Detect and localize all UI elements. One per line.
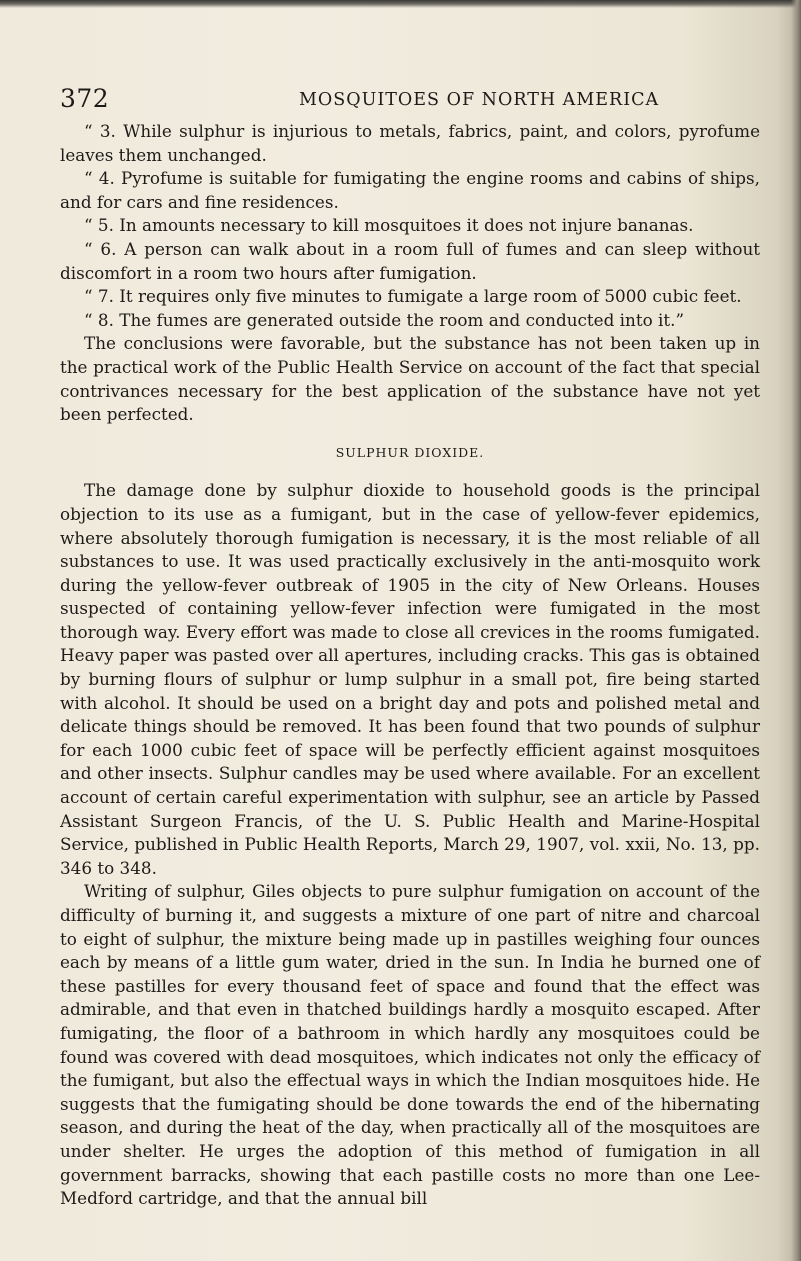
running-title: MOSQUITOES OF NORTH AMERICA: [299, 90, 660, 110]
page-header: [60, 84, 760, 116]
page-top-shadow: [0, 0, 801, 8]
list-item: “ 6. A person can walk about in a room full of fumes and can sleep without discomfort in a room two hours after fumigation.: [60, 238, 760, 283]
list-item: “ 5. In amounts necessary to kill mosquitoes it does not injure bananas.: [84, 215, 694, 236]
body-paragraph: The damage done by sulphur dioxide to household goods is the principal objection to its use as a fumigant, but in the case of yellow-fever epidemics, where absolutely thorough fumigation is necessary, it is the most reliable of all substances to use. It was used practically exclusively in the anti-mosquito work during the yellow-fever outbreak of 1905 in the city of New Orleans. Houses suspected of containing yellow-fever infection were fumigated in the most thorough way. Every effort was made to close all crevices in the rooms fumigated. Heavy paper was pasted over all apertures, including cracks. This gas is obtained by burning flours of sulphur or lump sulphur in a small pot, fire being started with alcohol. It should be used on a bright day and pots and polished metal and delicate things should be removed. It has been found that two pounds of sulphur for each 1000 cubic feet of space will be perfectly efficient against mosquitoes and other insects. Sulphur candles may be used where available. For an excellent account of certain careful experimentation with sulphur, see an article by Passed Assistant Surgeon Francis, of the U. S. Public Health and Marine-Hospital Service, published in Public Health Reports, March 29, 1907, vol. xxii, No. 13, pp. 346 to 348.: [60, 480, 760, 878]
list-item: “ 8. The fumes are generated outside the room and conducted into it.”: [84, 309, 685, 330]
list-item: “ 4. Pyrofume is suitable for fumigating the engine rooms and cabins of ships, and for cars and fine residences.: [60, 168, 760, 212]
list-item: “ 7. It requires only five minutes to fumigate a large room of 5000 cubic feet.: [84, 286, 742, 307]
section-heading: SULPHUR DIOXIDE.: [335, 444, 485, 460]
page-number: 372: [60, 84, 110, 113]
page-body: [60, 120, 760, 1211]
conclusion-paragraph: The conclusions were favorable, but the substance has not been taken up in the practical work of the Public Health Service on account of the fact that special contrivances necessary for the best application of the substance have not yet been perfected.: [60, 333, 760, 425]
page-binding-shadow: [791, 0, 801, 1261]
body-paragraph: Writing of sulphur, Giles objects to pure sulphur fumigation on account of the difficulty of burning it, and suggests a mixture of one part of nitre and charcoal to eight of sulphur, the mixture being made up in pastilles weighing four ounces each by means of a little gum water, dried in the sun. In India he burned one of these pastilles for every thousand feet of space and found that the effect was admirable, and that even in thatched buildings hardly a mosquito escaped. After fumigating, the floor of a bathroom in which hardly any mosquitoes could be found was covered with dead mosquitoes, which indicates not only the efficacy of the fumigant, but also the effectual ways in which the Indian mosquitoes hide. He suggests that the fumigating should be done towards the end of the hibernating season, and during the heat of the day, when practically all of the mosquitoes are under shelter. He urges the adoption of this method of fumigation in all government barracks, showing that each pastille costs no more than one Lee-Medford cartridge, and that the annual bill: [60, 881, 760, 1209]
list-item: “ 3. While sulphur is injurious to metals, fabrics, paint, and colors, pyrofume leaves them unchanged.: [60, 121, 760, 165]
